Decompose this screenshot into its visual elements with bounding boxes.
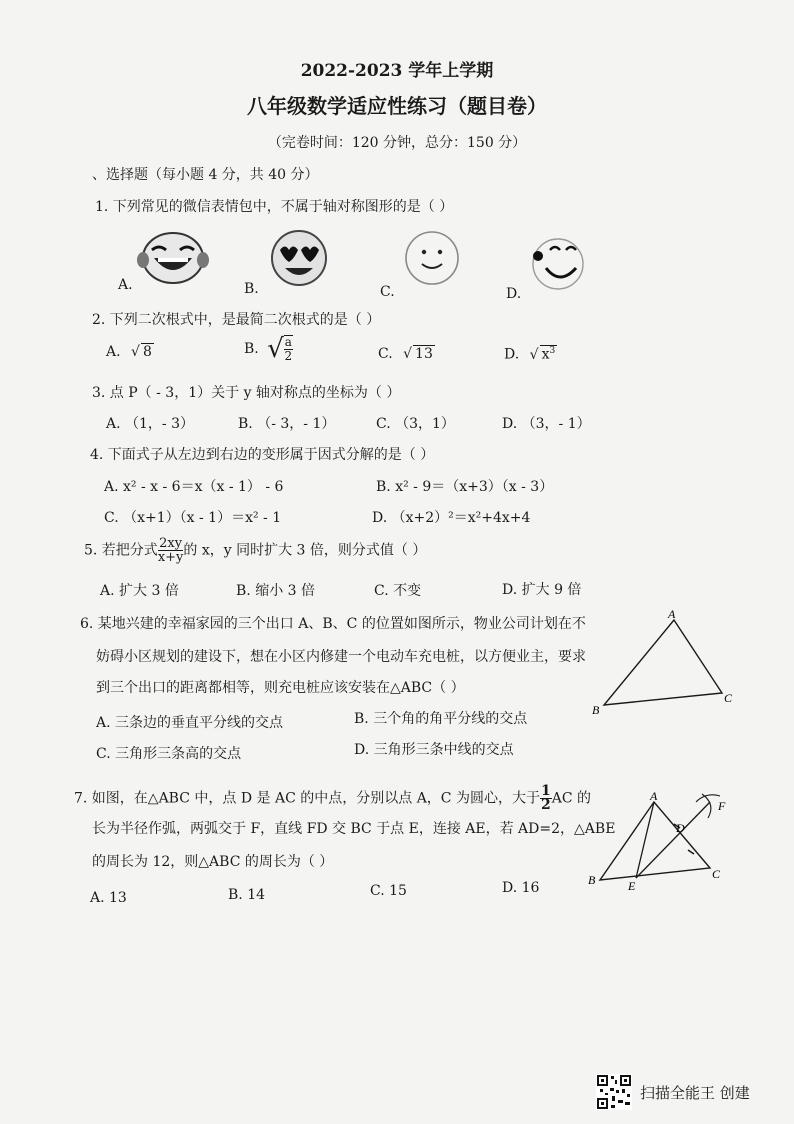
q6-label-b: B — [592, 703, 600, 717]
q6-label-a: A — [668, 607, 676, 621]
question-3-stem: 3. 点 P（ - 3，1）关于 y 轴对称点的坐标为（ ） — [92, 385, 401, 401]
q7-line1-post: AC 的 — [551, 790, 591, 807]
q6-option-d: D. 三角形三条中线的交点 — [354, 742, 514, 758]
q4-option-c: C. （x+1）（x - 1）＝x² - 1 — [104, 510, 282, 526]
q2-b-denominator: 2 — [284, 349, 293, 363]
q5-numerator: 2xy — [159, 536, 183, 551]
q2-option-b-label: B. — [244, 341, 259, 357]
q2-d-exponent: 3 — [549, 346, 556, 356]
section-heading: 、选择题（每小题 4 分，共 40 分） — [92, 167, 319, 183]
q4-option-b: B. x² - 9＝（x+3）（x - 3） — [376, 479, 554, 495]
q7-label-d: D — [676, 821, 685, 835]
q1-option-a: A. — [118, 277, 133, 293]
q2-option-b-fraction — [284, 335, 293, 363]
qr-code-icon — [596, 1074, 632, 1110]
q5-option-d: D. 扩大 9 倍 — [502, 582, 582, 598]
q6-triangle-figure — [588, 606, 738, 718]
q6-option-b: B. 三个角的角平分线的交点 — [354, 711, 528, 727]
q6-option-c: C. 三角形三条高的交点 — [96, 746, 242, 762]
q7-label-f: F — [718, 799, 726, 813]
question-7-line-3: 的周长为 12，则△ABC 的周长为（ ） — [92, 854, 334, 870]
q2-option-c-radicand: 13 — [415, 346, 433, 362]
question-4-stem: 4. 下面式子从左边到右边的变形属于因式分解的是（ ） — [90, 447, 435, 463]
q3-option-b: B. （- 3，- 1） — [238, 416, 336, 432]
q7-option-c: C. 15 — [370, 883, 407, 899]
q7-numerator: 1 — [540, 783, 551, 799]
q4-option-d: D. （x+2）²＝x²+4x+4 — [372, 510, 531, 526]
line-fd — [636, 802, 710, 878]
smiley-outline-icon — [402, 228, 462, 288]
question-2-stem: 2. 下列二次根式中，是最简二次根式的是（ ） — [92, 312, 381, 328]
laughing-emoji-icon — [134, 230, 212, 286]
q2-d-base: x — [541, 346, 550, 363]
tick-mark — [688, 850, 694, 854]
triangle-abc — [604, 620, 722, 705]
exam-term: 2022-2023 学年上学期 — [300, 61, 494, 81]
question-6-line-3: 到三个出口的距离都相等，则充电桩应该安装在△ABC（ ） — [96, 680, 465, 696]
q6-label-c: C — [724, 691, 733, 705]
q2-option-d-label: D. — [504, 346, 520, 363]
smiley-dots-emoji-icon — [524, 234, 588, 292]
q1-option-c: C. — [380, 284, 395, 300]
q3-option-d: D. （3，- 1） — [502, 416, 591, 432]
q7-label-b: B — [588, 873, 596, 887]
q1-option-b: B. — [244, 281, 259, 297]
q5-option-a: A. 扩大 3 倍 — [100, 583, 179, 599]
sqrt-icon: √ — [131, 344, 140, 360]
question-7-line-2: 长为半径作弧，两弧交于 F，直线 FD 交 BC 于点 E，连接 AE，若 AD=2，△ABE — [92, 821, 616, 837]
question-1-stem: 1. 下列常见的微信表情包中，不属于轴对称图形的是（ ） — [95, 199, 454, 215]
q7-option-d: D. 16 — [502, 880, 540, 896]
heart-eyes-emoji-icon — [266, 228, 332, 288]
q7-label-a: A — [650, 789, 658, 803]
sqrt-icon: √ — [403, 346, 413, 362]
q2-option-d-radicand — [540, 345, 558, 363]
q7-construction-figure — [584, 788, 734, 894]
q7-fraction — [540, 785, 552, 812]
page-title: 八年级数学适应性练习（题目卷） — [247, 94, 547, 118]
q3-option-a: A. （1，- 3） — [106, 416, 195, 432]
q1-option-d: D. — [506, 286, 522, 302]
q5-stem-pre: 5. 若把分式 — [84, 542, 158, 559]
q2-b-numerator: a — [284, 335, 292, 349]
q7-denominator: 2 — [540, 797, 551, 813]
question-5-stem — [84, 537, 426, 564]
sqrt-icon: √ — [529, 346, 539, 363]
q7-option-a: A. 13 — [90, 890, 127, 906]
q7-label-c: C — [712, 867, 721, 881]
footer-watermark: 扫描全能王 创建 — [640, 1084, 750, 1102]
segment-ae — [636, 802, 654, 878]
q3-option-c: C. （3，1） — [376, 416, 455, 432]
q2-option-a-radicand: 8 — [142, 344, 152, 360]
q5-option-c: C. 不变 — [374, 583, 422, 599]
q7-label-e: E — [628, 879, 636, 893]
q6-option-a: A. 三条边的垂直平分线的交点 — [96, 715, 284, 731]
q5-option-b: B. 缩小 3 倍 — [236, 583, 315, 599]
q2-option-a-label: A. — [106, 344, 121, 360]
q2-option-a — [106, 343, 154, 360]
q2-option-b — [244, 334, 293, 364]
q2-option-c — [378, 345, 435, 362]
sqrt-icon: √ — [267, 334, 284, 364]
question-7-line-1 — [74, 785, 591, 812]
q7-line1-pre: 7. 如图，在△ABC 中，点 D 是 AC 的中点，分别以点 A，C 为圆心，大于 — [74, 790, 540, 807]
question-6-line-1: 6. 某地兴建的幸福家园的三个出口 A、B、C 的位置如图所示，物业公司计划在不 — [80, 616, 586, 632]
question-6-line-2: 妨碍小区规划的建设下，想在小区内修建一个电动车充电桩，以方便业主，要求 — [96, 649, 586, 665]
q4-option-a: A. x² - x - 6＝x（x - 1） - 6 — [104, 479, 284, 495]
triangle-abc — [600, 802, 710, 880]
q5-stem-post: 的 x，y 同时扩大 3 倍，则分式值（ ） — [183, 542, 427, 559]
q5-denominator: x+y — [157, 550, 184, 565]
exam-subtitle: （完卷时间：120 分钟，总分：150 分） — [267, 135, 527, 151]
q2-option-c-label: C. — [378, 346, 393, 362]
q7-option-b: B. 14 — [228, 887, 266, 903]
arc-from-c — [696, 795, 720, 802]
q2-option-d — [504, 345, 557, 363]
q5-fraction — [158, 537, 184, 564]
